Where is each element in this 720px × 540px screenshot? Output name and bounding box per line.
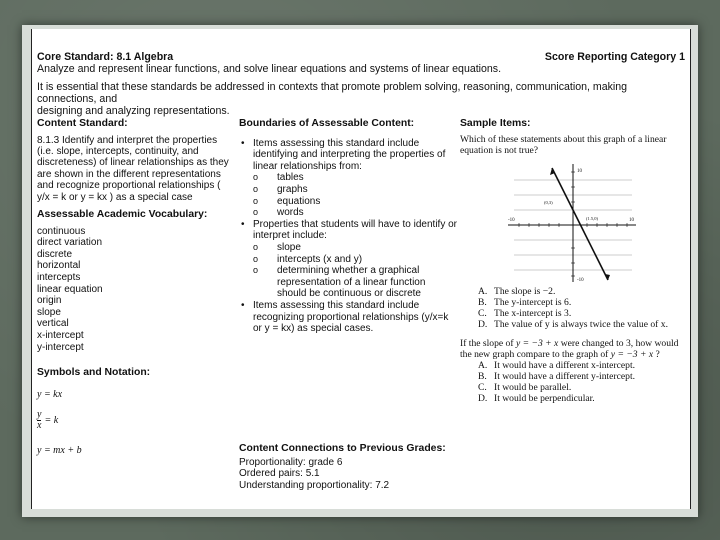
vocab-term: slope bbox=[37, 306, 61, 318]
sub-item: o tables bbox=[277, 172, 457, 184]
answer-option[interactable] bbox=[478, 371, 686, 382]
column-boundaries bbox=[239, 118, 457, 506]
q2-mid: were changed to 3, how would the new graph compare to the graph of bbox=[460, 338, 679, 360]
vocab-term: vertical bbox=[37, 318, 69, 330]
q2-equation-1: y = −3 + x bbox=[515, 338, 559, 349]
linear-graph bbox=[504, 160, 642, 284]
connection-item: Proportionality: grade 6 bbox=[239, 456, 343, 468]
option-key: D. bbox=[478, 319, 488, 330]
vocabulary-heading: Assessable Academic Vocabulary: bbox=[37, 209, 208, 221]
option-text: It would have a different x-intercept. bbox=[494, 360, 636, 371]
answer-option[interactable] bbox=[478, 360, 686, 371]
boundary-item bbox=[253, 300, 457, 335]
answer-option[interactable] bbox=[478, 308, 686, 319]
sample-items-heading: Sample Items: bbox=[460, 118, 531, 129]
content-standard-text: 8.1.3 Identify and interpret the properties (i.e. slope, intercepts, continuity, and discreteness) of linear relationships as they are shown in the different representations and recognize proportional relationships ( y/x = k or y = kx ) as a special case bbox=[37, 134, 229, 203]
ratio-rhs: = k bbox=[44, 415, 59, 427]
vocab-term: discrete bbox=[37, 248, 73, 260]
boundary-item bbox=[253, 138, 457, 219]
standard-header bbox=[37, 51, 685, 117]
core-standard-title: Core Standard: 8.1 Algebra bbox=[37, 51, 174, 63]
sub-item: o equations bbox=[277, 196, 457, 208]
symbol-slope-intercept: y = mx + b bbox=[37, 445, 82, 457]
intro-line-1: It is essential that these standards be addressed in contexts that promote problem solving, reasoning, communication, making connections, and bbox=[37, 81, 628, 105]
answer-option[interactable] bbox=[478, 286, 686, 297]
graph-line bbox=[552, 168, 608, 280]
document-page bbox=[31, 29, 691, 509]
column-content-standard bbox=[37, 118, 229, 506]
symbols-heading: Symbols and Notation: bbox=[37, 367, 151, 379]
question-1-options bbox=[460, 286, 686, 330]
boundary-text: Items assessing this standard include recognizing proportional relationships (y/x=k or y = kx) as special cases. bbox=[253, 299, 449, 335]
option-text: The y-intercept is 6. bbox=[494, 297, 572, 308]
option-text: The value of y is always twice the value of x. bbox=[494, 319, 668, 330]
sub-item: o words bbox=[277, 207, 457, 219]
property-list bbox=[253, 242, 457, 300]
question-1-text: Which of these statements about this graph of a linear equation is not true? bbox=[460, 134, 667, 156]
option-key: B. bbox=[478, 371, 487, 382]
answer-option[interactable] bbox=[478, 319, 686, 330]
boundaries-list bbox=[239, 138, 457, 335]
option-key: C. bbox=[478, 308, 487, 319]
connection-item: Understanding proportionality: 7.2 bbox=[239, 479, 390, 491]
fraction-denominator: x bbox=[37, 420, 42, 432]
sub-item: o graphs bbox=[277, 184, 457, 196]
graph-label-right: 10 bbox=[629, 218, 634, 223]
option-key: D. bbox=[478, 393, 488, 404]
q2-pre: If the slope of bbox=[460, 338, 514, 349]
graph-label-left: -10 bbox=[508, 218, 515, 223]
q2-end: ? bbox=[655, 349, 660, 360]
q2-equation-2: y = −3 + x bbox=[610, 349, 654, 360]
vocabulary-list bbox=[37, 226, 229, 354]
boundary-text: Items assessing this standard include identifying and interpreting the properties of linear relationships from: bbox=[253, 137, 446, 172]
representation-list bbox=[253, 172, 457, 218]
option-key: A. bbox=[478, 360, 488, 371]
option-text: It would be perpendicular. bbox=[494, 393, 595, 404]
option-text: The x-intercept is 3. bbox=[494, 308, 572, 319]
graph-label-point1: (0,3) bbox=[544, 200, 553, 205]
graph-label-point2: (1.5,0) bbox=[586, 216, 598, 221]
graph-label-top: 10 bbox=[577, 169, 582, 174]
vocab-term: x-intercept bbox=[37, 329, 84, 341]
ratio-fraction bbox=[37, 410, 41, 431]
vocab-term: linear equation bbox=[37, 283, 103, 295]
content-columns bbox=[32, 118, 690, 506]
connections-heading: Content Connections to Previous Grades: bbox=[239, 443, 446, 454]
standard-summary: Analyze and represent linear functions, and solve linear equations and systems of linear equations. bbox=[37, 63, 502, 75]
boundary-text: Properties that students will have to identify or interpret include: bbox=[253, 218, 457, 242]
option-text: It would be parallel. bbox=[494, 382, 572, 393]
vocab-term: intercepts bbox=[37, 272, 81, 283]
vocab-term: origin bbox=[37, 295, 62, 307]
connections-block bbox=[239, 443, 457, 491]
option-text: It would have a different y-intercept. bbox=[494, 371, 636, 382]
fraction-numerator: y bbox=[37, 409, 42, 421]
boundary-item bbox=[253, 219, 457, 300]
answer-option[interactable] bbox=[478, 393, 686, 404]
intro-line-2: designing and analyzing representations. bbox=[37, 105, 230, 117]
vocab-term: y-intercept bbox=[37, 341, 84, 353]
symbol-ratio bbox=[37, 410, 229, 431]
content-standard-heading: Content Standard: bbox=[37, 118, 128, 129]
header-row bbox=[37, 51, 685, 63]
sub-item: o slope bbox=[277, 242, 457, 254]
slide-frame bbox=[22, 25, 698, 517]
graph-label-bottom: -10 bbox=[577, 278, 584, 283]
sub-item: o intercepts (x and y) bbox=[277, 254, 457, 266]
score-category: Score Reporting Category 1 bbox=[544, 51, 685, 63]
vocab-term: continuous bbox=[37, 225, 86, 237]
connection-item: Ordered pairs: 5.1 bbox=[239, 468, 320, 480]
vocab-term: horizontal bbox=[37, 260, 81, 272]
question-2-options bbox=[460, 360, 686, 404]
option-text: The slope is −2. bbox=[494, 286, 556, 297]
vocab-term: direct variation bbox=[37, 237, 103, 249]
boundaries-heading: Boundaries of Assessable Content: bbox=[239, 118, 415, 129]
sub-item: o determining whether a graphical representation of a linear function should be continuous or discrete bbox=[277, 265, 457, 300]
answer-option[interactable] bbox=[478, 297, 686, 308]
question-2-text bbox=[460, 338, 686, 360]
option-key: B. bbox=[478, 297, 487, 308]
answer-option[interactable] bbox=[478, 382, 686, 393]
symbol-direct-variation: y = kx bbox=[37, 388, 63, 400]
option-key: C. bbox=[478, 382, 487, 393]
column-sample-items bbox=[460, 118, 686, 506]
option-key: A. bbox=[478, 286, 488, 297]
